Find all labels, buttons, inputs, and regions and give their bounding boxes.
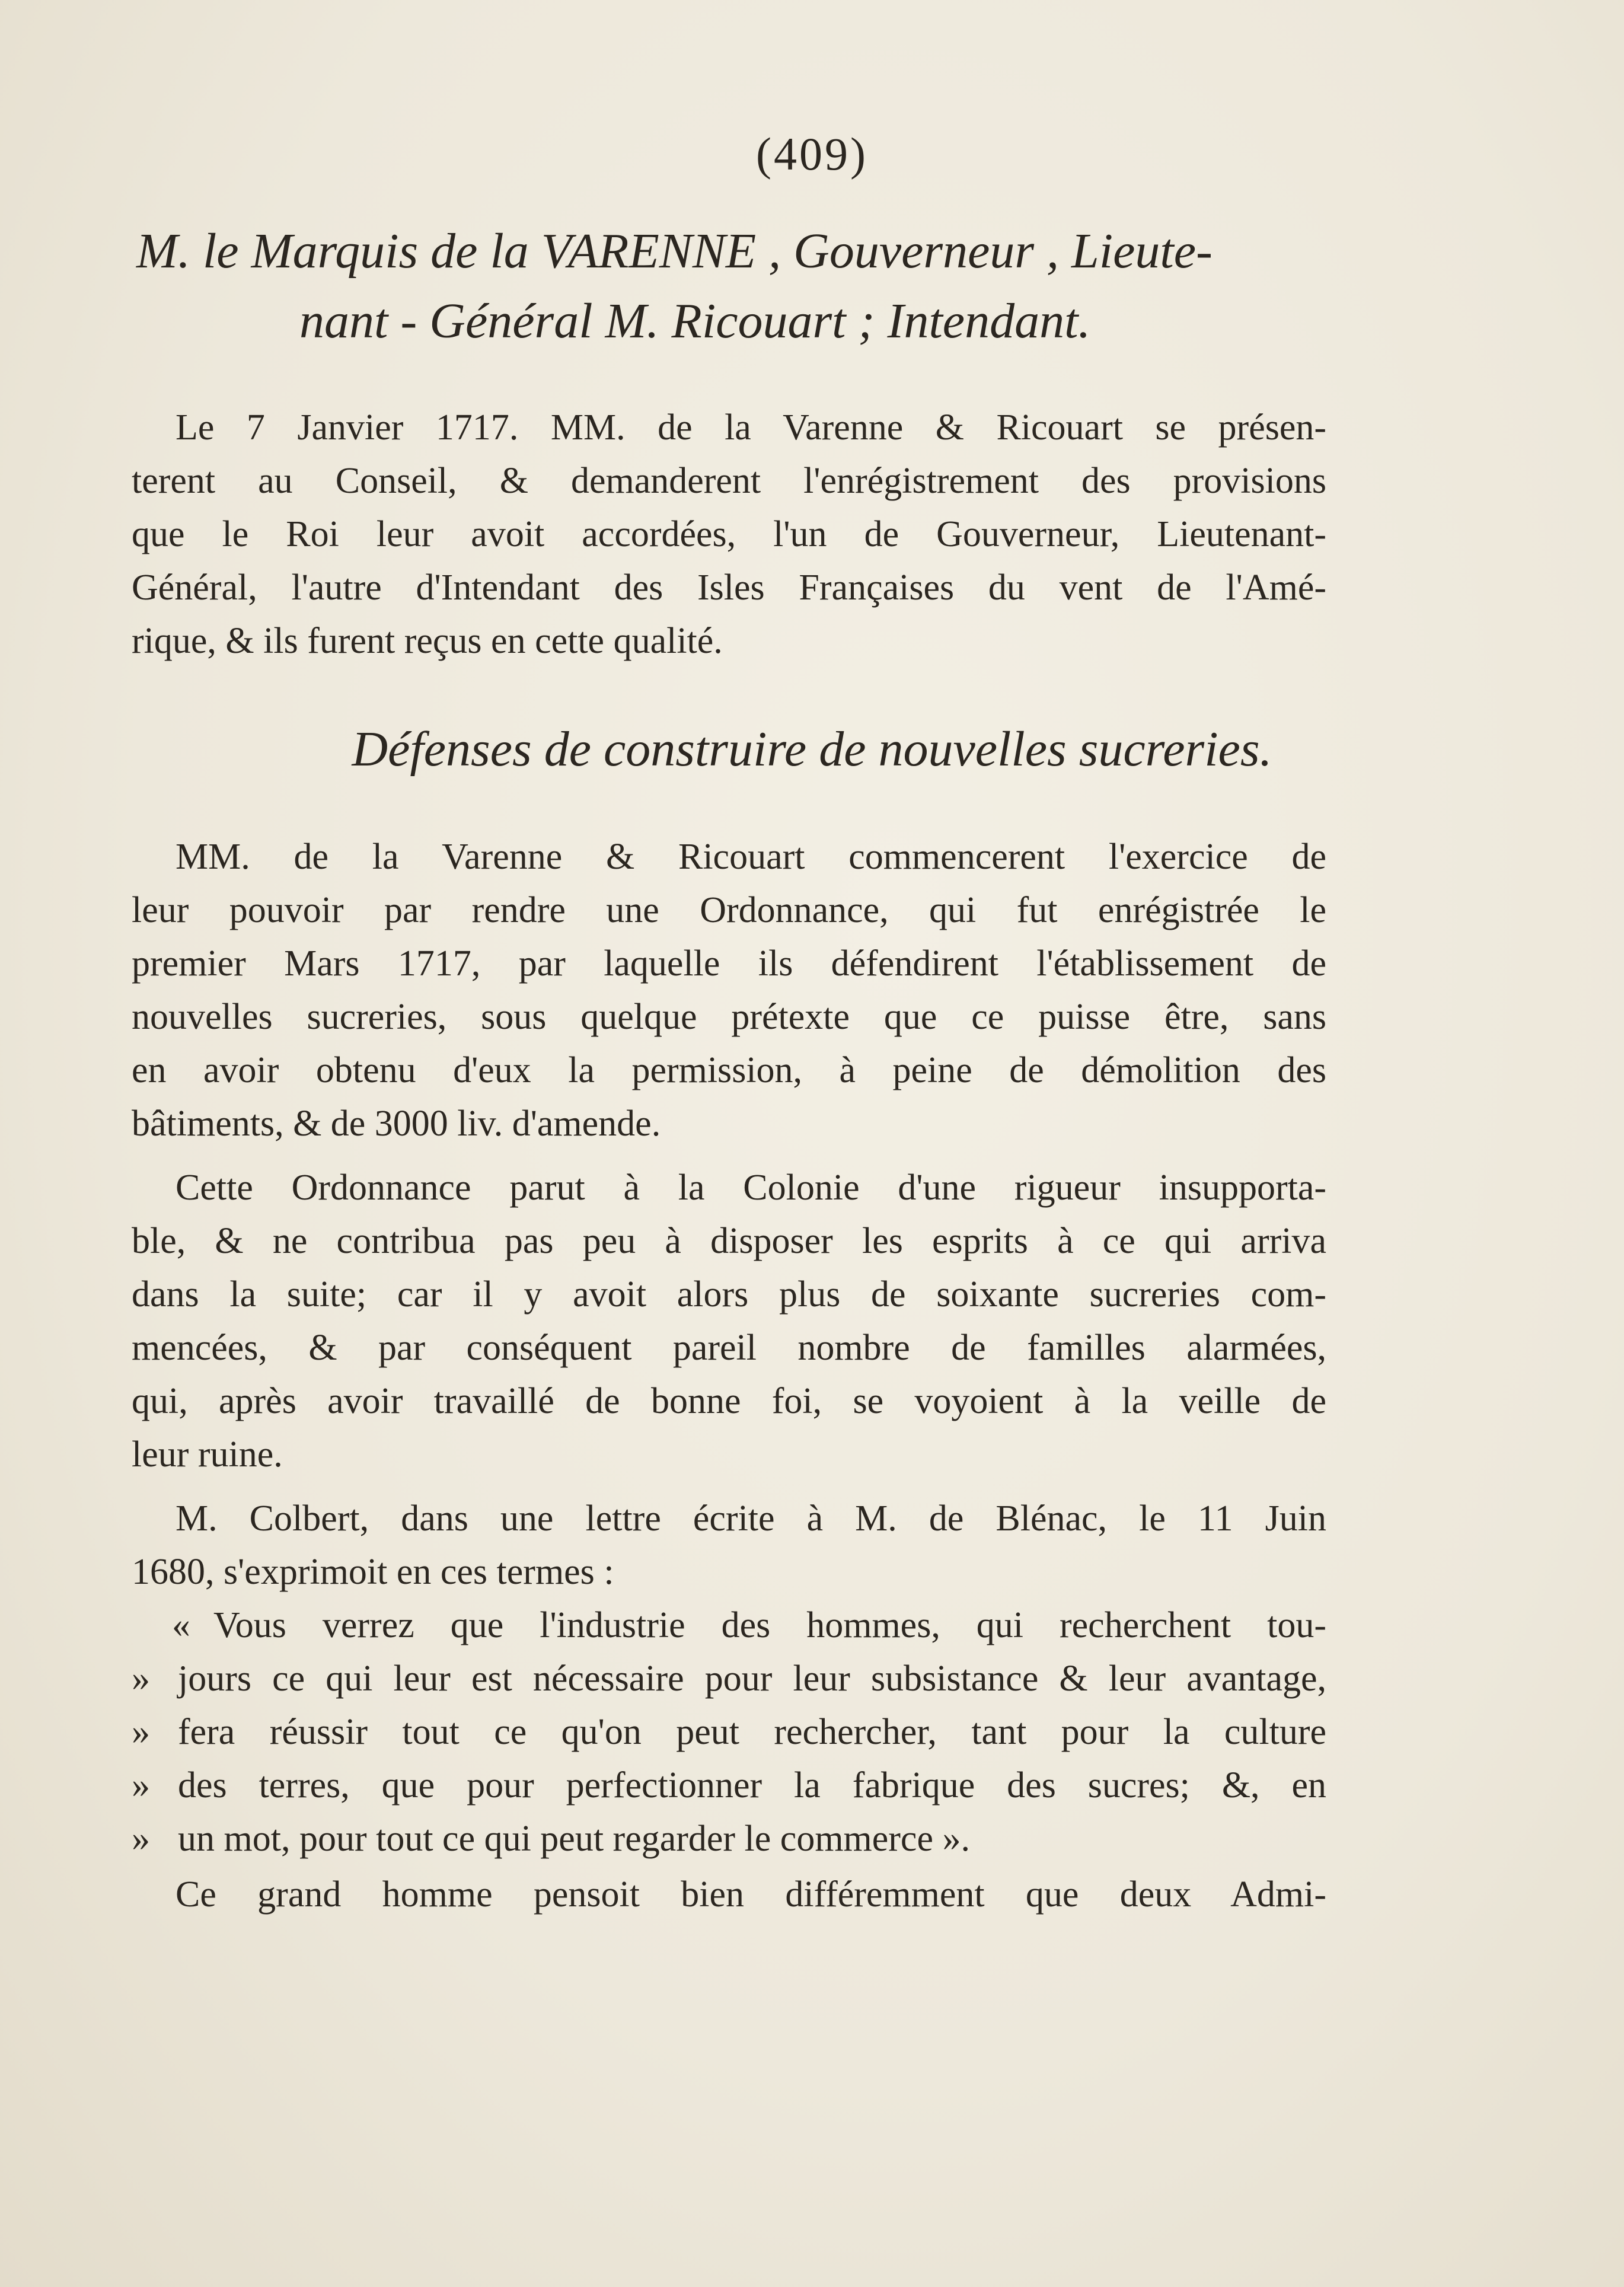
page-number: (409) xyxy=(756,128,868,180)
paragraph-3-line: qui, après avoir travaillé de bonne foi, se voyoient à la veille de xyxy=(132,1381,1326,1421)
paragraph-3-line: mencées, & par conséquent pareil nombre de familles alarmées, xyxy=(132,1328,1326,1368)
quote-line: des terres, que pour perfectionner la fabrique des sucres; &, en xyxy=(178,1765,1326,1806)
paragraph-3-line: Cette Ordonnance parut à la Colonie d'une rigueur insupporta- xyxy=(176,1168,1326,1208)
paragraph-2-line: bâtiments, & de 3000 liv. d'amende. xyxy=(132,1103,661,1144)
paragraph-1-line: Général, l'autre d'Intendant des Isles Françaises du vent de l'Amé- xyxy=(132,567,1326,608)
quote-mark: » xyxy=(132,1658,150,1699)
paragraph-2-line: MM. de la Varenne & Ricouart commencerent l'exercice de xyxy=(176,837,1326,877)
quote-line: Vous verrez que l'industrie des hommes, qui recherchent tou- xyxy=(213,1605,1326,1645)
paragraph-4-line: 1680, s'exprimoit en ces termes : xyxy=(132,1552,614,1592)
paragraph-1-line: que le Roi leur avoit accordées, l'un de Gouverneur, Lieutenant- xyxy=(132,514,1326,554)
quote-mark: » xyxy=(132,1765,150,1806)
paragraph-1-line: Le 7 Janvier 1717. MM. de la Varenne & Ricouart se présen- xyxy=(176,407,1326,448)
paragraph-1-line: terent au Conseil, & demanderent l'enrégistrement des provisions xyxy=(132,461,1326,501)
paragraph-2-line: premier Mars 1717, par laquelle ils défendirent l'établissement de xyxy=(132,943,1326,984)
paragraph-5-line: Ce grand homme pensoit bien différemment que deux Admi- xyxy=(176,1874,1326,1915)
quote-mark: » xyxy=(132,1712,150,1752)
chapter-heading-line2: nant - Général M. Ricouart ; Intendant. xyxy=(299,294,1091,349)
quote-line: fera réussir tout ce qu'on peut rechercher, tant pour la culture xyxy=(178,1712,1326,1752)
chapter-heading xyxy=(136,216,1322,356)
quote-line: jours ce qui leur est nécessaire pour leur subsistance & leur avantage, xyxy=(178,1658,1326,1699)
paragraph-3-line: dans la suite; car il y avoit alors plus de soixante sucreries com- xyxy=(132,1274,1326,1315)
paragraph-3-line: leur ruine. xyxy=(132,1434,283,1475)
paragraph-2-line: leur pouvoir par rendre une Ordonnance, qui fut enrégistrée le xyxy=(132,890,1326,930)
quote-mark: » xyxy=(132,1819,150,1859)
paragraph-3-line: ble, & ne contribua pas peu à disposer les esprits à ce qui arriva xyxy=(132,1221,1326,1261)
section-title: Défenses de construire de nouvelles sucreries. xyxy=(352,722,1272,777)
paragraph-2-line: nouvelles sucreries, sous quelque prétexte que ce puisse être, sans xyxy=(132,997,1326,1037)
chapter-heading-line1: M. le Marquis de la VARENNE , Gouverneur , Lieute- xyxy=(136,224,1213,279)
quote-mark: « xyxy=(172,1605,190,1645)
quote-line: un mot, pour tout ce qui peut regarder le commerce ». xyxy=(178,1819,970,1859)
paragraph-1-line: rique, & ils furent reçus en cette qualité. xyxy=(132,621,723,661)
paragraph-4-line: M. Colbert, dans une lettre écrite à M. de Blénac, le 11 Juin xyxy=(176,1498,1326,1539)
paragraph-2-line: en avoir obtenu d'eux la permission, à peine de démolition des xyxy=(132,1050,1326,1090)
